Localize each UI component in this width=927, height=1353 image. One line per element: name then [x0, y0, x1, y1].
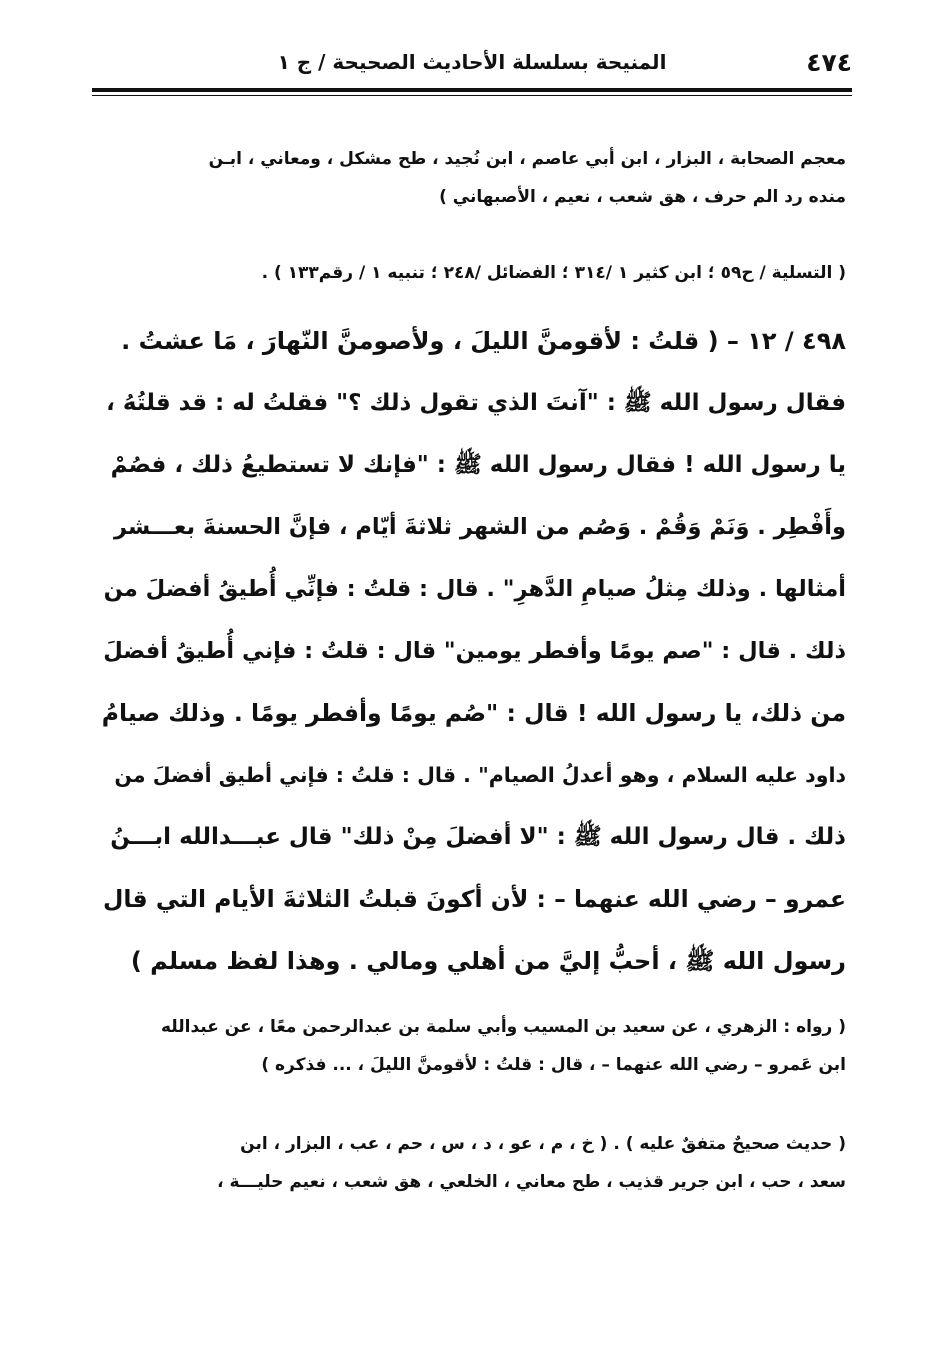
sources-top-line: منده رد الم حرف ، هق شعب ، نعيم ، الأصبهاني ) [439, 187, 846, 207]
header-rule-thin [92, 95, 852, 96]
narration-line: ابن عَمرو – رضي الله عنهما – ، قال : قلتُ : لأقومنَّ الليلَ ، ... فذكره ) [261, 1055, 846, 1075]
narration-block [100, 1008, 846, 1084]
hadith-line: ٤٩٨ / ١٢ – ( قلتُ : لأقومنَّ الليلَ ، ولأصومنَّ النّهارَ ، مَا عشتُ . [121, 327, 846, 355]
narration-line: ( رواه : الزهري ، عن سعيد بن المسيب وأبي سلمة بن عبدالرحمن معًا ، عن عبدالله [160, 1017, 846, 1037]
hadith-line: ذلك . قال : "صم يومًا وأفطر يومين" قال : قلتُ : فإني أُطيقُ أفضلَ [103, 638, 846, 664]
hadith-line: وأَفْطِر . وَنَمْ وَقُمْ . وَصُم من الشهر ثلاثةَ أيّام ، فإنَّ الحسنةَ بعـــشر [113, 514, 846, 540]
hadith-text-block [100, 310, 846, 992]
references-top-block [100, 254, 846, 292]
running-title: المنيحة بسلسلة الأحاديث الصحيحة / ج ١ [277, 50, 667, 74]
hadith-line: فقال رسول الله ﷺ : "آنتَ الذي تقول ذلك ؟" فقلتُ له : قد قلتُهُ ، [106, 390, 846, 416]
page-header [92, 46, 852, 86]
hadith-line: داود عليه السلام ، وهو أعدلُ الصيام" . قال : قلتُ : فإني أطيق أفضلَ من [114, 763, 846, 787]
hadith-line: أمثالها . وذلك مِثلُ صيامِ الدَّهرِ" . قال : قلتُ : فإنِّي أُطيقُ أفضلَ من [103, 576, 846, 602]
hadith-line: ذلك . قال رسول الله ﷺ : "لا أفضلَ مِنْ ذلك" قال عبـــدالله ابـــنُ [110, 824, 846, 850]
page-number: ٤٧٤ [806, 48, 852, 77]
hadith-line: عمرو – رضي الله عنهما – : لأن أكونَ قبلتُ الثلاثةَ الأيام التي قال [103, 885, 846, 913]
header-rule-thick [92, 88, 852, 92]
grading-line: سعد ، حب ، ابن جرير قذيب ، طح معاني ، الخلعي ، هق شعب ، نعيم حليـــة ، [217, 1172, 846, 1192]
grading-block [100, 1125, 846, 1201]
sources-top-line: معجم الصحابة ، البزار ، ابن أبي عاصم ، ابن نُجيد ، طح مشكل ، ومعاني ، ابـن [208, 149, 846, 169]
sources-top-block [100, 140, 846, 216]
hadith-line: يا رسول الله ! فقال رسول الله ﷺ : "فإنك لا تستطيعُ ذلك ، فصُمْ [110, 452, 846, 478]
references-top-line: ( التسلية / ح٥٩ ؛ ابن كثير ١ /٣١٤ ؛ الفضائل /٢٤٨ ؛ تنبيه ١ / رقم١٣٣ ) . [261, 263, 846, 283]
grading-line: ( حديث صحيحٌ متفقٌ عليه ) . ( خ ، م ، عو ، د ، س ، حم ، عب ، البزار ، ابن [240, 1134, 846, 1154]
hadith-line: من ذلك، يا رسول الله ! قال : "صُم يومًا وأفطر يومًا . وذلك صيامُ [101, 699, 846, 727]
hadith-line: رسول الله ﷺ ، أحبُّ إليَّ من أهلي ومالي . وهذا لفظ مسلم ) [130, 947, 846, 975]
